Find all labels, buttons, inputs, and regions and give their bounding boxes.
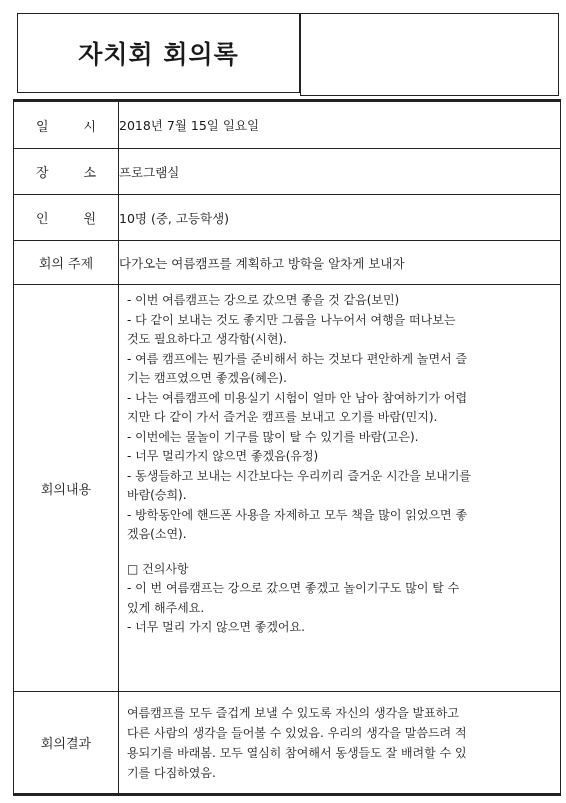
content-line: - 나는 여름캠프에 미용실기 시험이 얼마 안 남아 참여하기가 어렵: [127, 390, 468, 405]
value-result: [119, 692, 561, 795]
blank-box: [300, 13, 559, 96]
content-line: 지만 다 같이 가서 즐거운 캠프를 보내고 오기를 바람(민지).: [127, 410, 438, 424]
content-line: - 이번 여름캠프는 강으로 갔으면 좋을 것 같음(보민): [127, 293, 400, 307]
result-line: 기를 다짐하였음.: [127, 765, 216, 780]
result-line: 다른 사람의 생각을 들어볼 수 있었음. 우리의 생각을 말씀드려 적: [127, 725, 467, 740]
content-line: - 여름 캠프에는 뭔가를 준비해서 하는 것보다 편안하게 놀면서 즐: [127, 351, 468, 366]
content-line: 겠음(소연).: [127, 527, 187, 541]
label-place-a: 장: [36, 166, 49, 181]
row-topic: [14, 241, 561, 285]
content-line: 바람(승희).: [127, 488, 187, 502]
label-date: [14, 101, 119, 149]
content-line: - 너무 멀리가지 않으면 좋겠음(유정): [127, 449, 319, 463]
label-people: [14, 195, 119, 241]
content-line: 것도 필요하다고 생각함(시현).: [127, 332, 287, 346]
value-content: [119, 285, 561, 692]
label-people-b: 원: [83, 212, 96, 227]
suggestion-title: □ 건의사항: [127, 561, 189, 576]
label-content: 회의내용: [14, 285, 119, 692]
row-place: [14, 149, 561, 195]
content-line: 기는 캠프였으면 좋겠음(혜은).: [127, 371, 287, 385]
content-line: - 동생들하고 보내는 시간보다는 우리끼리 즐거운 시간을 보내기를: [127, 468, 472, 483]
value-people: 10명 (중, 고등학생): [119, 195, 561, 241]
value-place: 프로그램실: [119, 149, 561, 195]
suggestion-line: - 이 번 여름캠프는 강으로 갔으면 좋겠고 놀이기구도 많이 탈 수: [127, 581, 460, 595]
label-topic: 회의 주제: [14, 241, 119, 285]
suggestion-line: - 너무 멀리 가지 않으면 좋겠어요.: [127, 620, 305, 634]
content-line: - 다 같이 보내는 것도 좋지만 그룹을 나누어서 여행을 떠나보는: [127, 312, 456, 327]
label-people-a: 인: [36, 212, 49, 227]
document-title: 자치회 회의록: [78, 40, 239, 69]
content-line: - 방학동안에 핸드폰 사용을 자제하고 모두 책을 많이 읽었으면 좋: [127, 507, 468, 522]
row-date: [14, 101, 561, 149]
label-date-a: 일: [36, 119, 49, 135]
minutes-table: [13, 99, 561, 796]
row-people: [14, 195, 561, 241]
suggestion-line: 있게 해주세요.: [127, 600, 205, 615]
spacer: [127, 545, 552, 560]
row-content: [14, 285, 561, 692]
row-result: [14, 692, 561, 795]
result-line: 용되기를 바래봄. 모두 열심히 참여해서 동생들도 잘 배려할 수 있: [127, 745, 467, 760]
content-line: - 이번에는 물놀이 기구를 많이 탈 수 있기를 바람(고은).: [127, 429, 419, 444]
title-box: [17, 13, 300, 93]
label-result: 회의결과: [14, 692, 119, 795]
label-place-b: 소: [83, 166, 96, 181]
label-date-b: 시: [83, 119, 96, 135]
value-topic: 다가오는 여름캠프를 계획하고 방학을 알차게 보내자: [119, 241, 561, 285]
result-line: 여름캠프를 모두 즐겁게 보낼 수 있도록 자신의 생각을 발표하고: [127, 705, 459, 720]
value-date: 2018년 7월 15일 일요일: [119, 101, 561, 149]
label-place: [14, 149, 119, 195]
